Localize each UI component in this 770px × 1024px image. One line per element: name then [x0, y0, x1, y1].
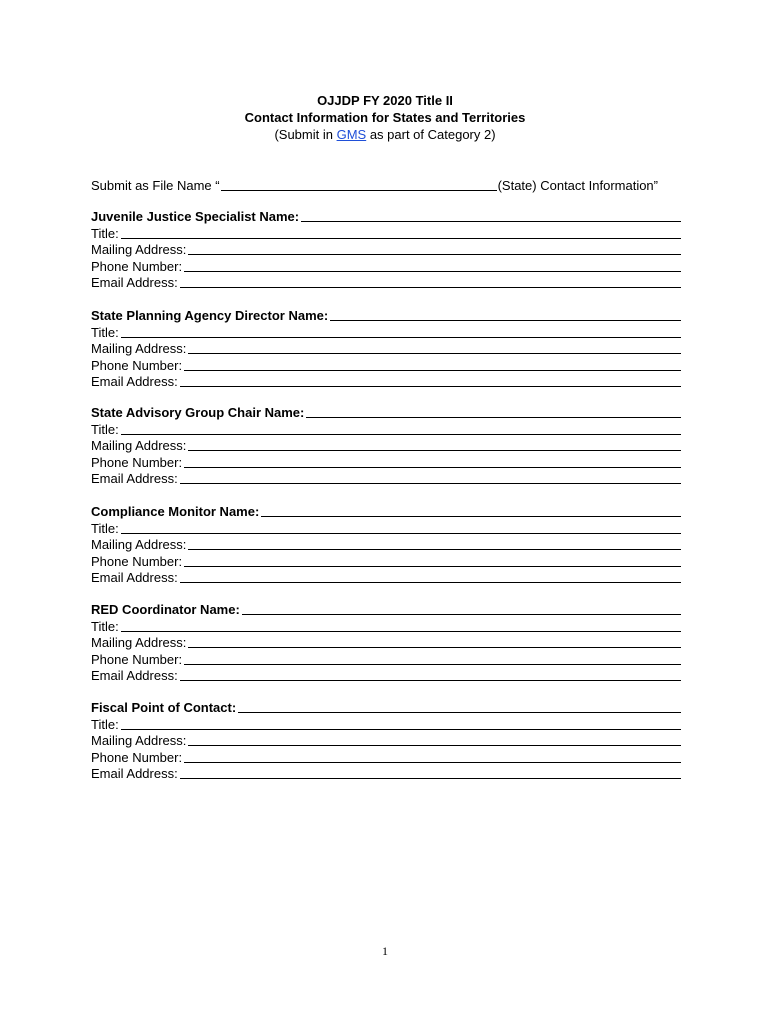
- phone-number-label: Phone Number:: [91, 258, 183, 274]
- phone-number-field[interactable]: [184, 261, 681, 272]
- mailing-address-field[interactable]: [188, 539, 681, 550]
- email-address-label: Email Address:: [91, 274, 178, 290]
- title-field[interactable]: [121, 228, 681, 239]
- phone-number-label: Phone Number:: [91, 357, 183, 373]
- phone-number-label: Phone Number:: [91, 651, 183, 667]
- name-field[interactable]: [242, 604, 681, 615]
- title-field[interactable]: [121, 621, 681, 632]
- file-name-suffix: (State) Contact Information”: [497, 178, 658, 193]
- phone-number-field[interactable]: [184, 654, 681, 665]
- email-address-field[interactable]: [180, 572, 681, 583]
- title-label: Title:: [91, 520, 119, 536]
- name-field[interactable]: [306, 407, 681, 418]
- phone-number-field[interactable]: [184, 752, 681, 763]
- gms-link[interactable]: GMS: [336, 127, 367, 142]
- title-label: Title:: [91, 324, 119, 340]
- email-address-label: Email Address:: [91, 765, 178, 781]
- section-heading: State Planning Agency Director Name:: [91, 308, 329, 324]
- mailing-address-label: Mailing Address:: [91, 438, 187, 454]
- title-label: Title:: [91, 716, 119, 732]
- section-heading: Compliance Monitor Name:: [91, 504, 260, 520]
- mailing-address-label: Mailing Address:: [91, 635, 187, 651]
- email-address-label: Email Address:: [91, 569, 178, 585]
- section-heading: Juvenile Justice Specialist Name:: [91, 209, 300, 225]
- document-header: [0, 92, 770, 143]
- mailing-address-field[interactable]: [188, 343, 681, 354]
- title-field[interactable]: [121, 424, 681, 435]
- title-field[interactable]: [121, 719, 681, 730]
- section-red-coordinator: [91, 602, 681, 684]
- section-heading: RED Coordinator Name:: [91, 602, 240, 618]
- title-field[interactable]: [121, 523, 681, 534]
- mailing-address-label: Mailing Address:: [91, 242, 187, 258]
- mailing-address-label: Mailing Address:: [91, 537, 187, 553]
- page-number: 1: [382, 944, 388, 958]
- email-address-field[interactable]: [180, 670, 681, 681]
- email-address-field[interactable]: [180, 473, 681, 484]
- file-name-instruction: [91, 177, 681, 194]
- mailing-address-label: Mailing Address:: [91, 733, 187, 749]
- email-address-field[interactable]: [180, 277, 681, 288]
- mailing-address-label: Mailing Address:: [91, 341, 187, 357]
- email-address-label: Email Address:: [91, 667, 178, 683]
- mailing-address-field[interactable]: [188, 440, 681, 451]
- instruction-prefix: (Submit in: [274, 127, 337, 142]
- section-compliance-monitor: [91, 504, 681, 586]
- state-name-blank[interactable]: [221, 178, 497, 191]
- section-juvenile-justice-specialist: [91, 209, 681, 291]
- phone-number-field[interactable]: [184, 457, 681, 468]
- name-field[interactable]: [238, 702, 681, 713]
- phone-number-label: Phone Number:: [91, 454, 183, 470]
- mailing-address-field[interactable]: [188, 244, 681, 255]
- section-heading: Fiscal Point of Contact:: [91, 700, 237, 716]
- instruction-suffix: as part of Category 2): [366, 127, 496, 142]
- name-field[interactable]: [261, 506, 681, 517]
- name-field[interactable]: [301, 211, 681, 222]
- phone-number-label: Phone Number:: [91, 749, 183, 765]
- email-address-field[interactable]: [180, 768, 681, 779]
- file-name-prefix: Submit as File Name “: [91, 178, 220, 193]
- header-instruction: [0, 126, 770, 143]
- section-state-advisory-group-chair: [91, 405, 681, 487]
- title-label: Title:: [91, 225, 119, 241]
- email-address-label: Email Address:: [91, 470, 178, 486]
- title-field[interactable]: [121, 327, 681, 338]
- phone-number-field[interactable]: [184, 556, 681, 567]
- name-field[interactable]: [330, 310, 681, 321]
- mailing-address-field[interactable]: [188, 637, 681, 648]
- phone-number-label: Phone Number:: [91, 553, 183, 569]
- email-address-label: Email Address:: [91, 373, 178, 389]
- title-label: Title:: [91, 421, 119, 437]
- section-heading: State Advisory Group Chair Name:: [91, 405, 305, 421]
- header-subtitle: Contact Information for States and Territories: [244, 110, 526, 125]
- header-title: OJJDP FY 2020 Title II: [317, 93, 453, 108]
- section-state-planning-agency-director: [91, 308, 681, 390]
- section-fiscal-point-of-contact: [91, 700, 681, 782]
- phone-number-field[interactable]: [184, 360, 681, 371]
- title-label: Title:: [91, 618, 119, 634]
- email-address-field[interactable]: [180, 376, 681, 387]
- mailing-address-field[interactable]: [188, 735, 681, 746]
